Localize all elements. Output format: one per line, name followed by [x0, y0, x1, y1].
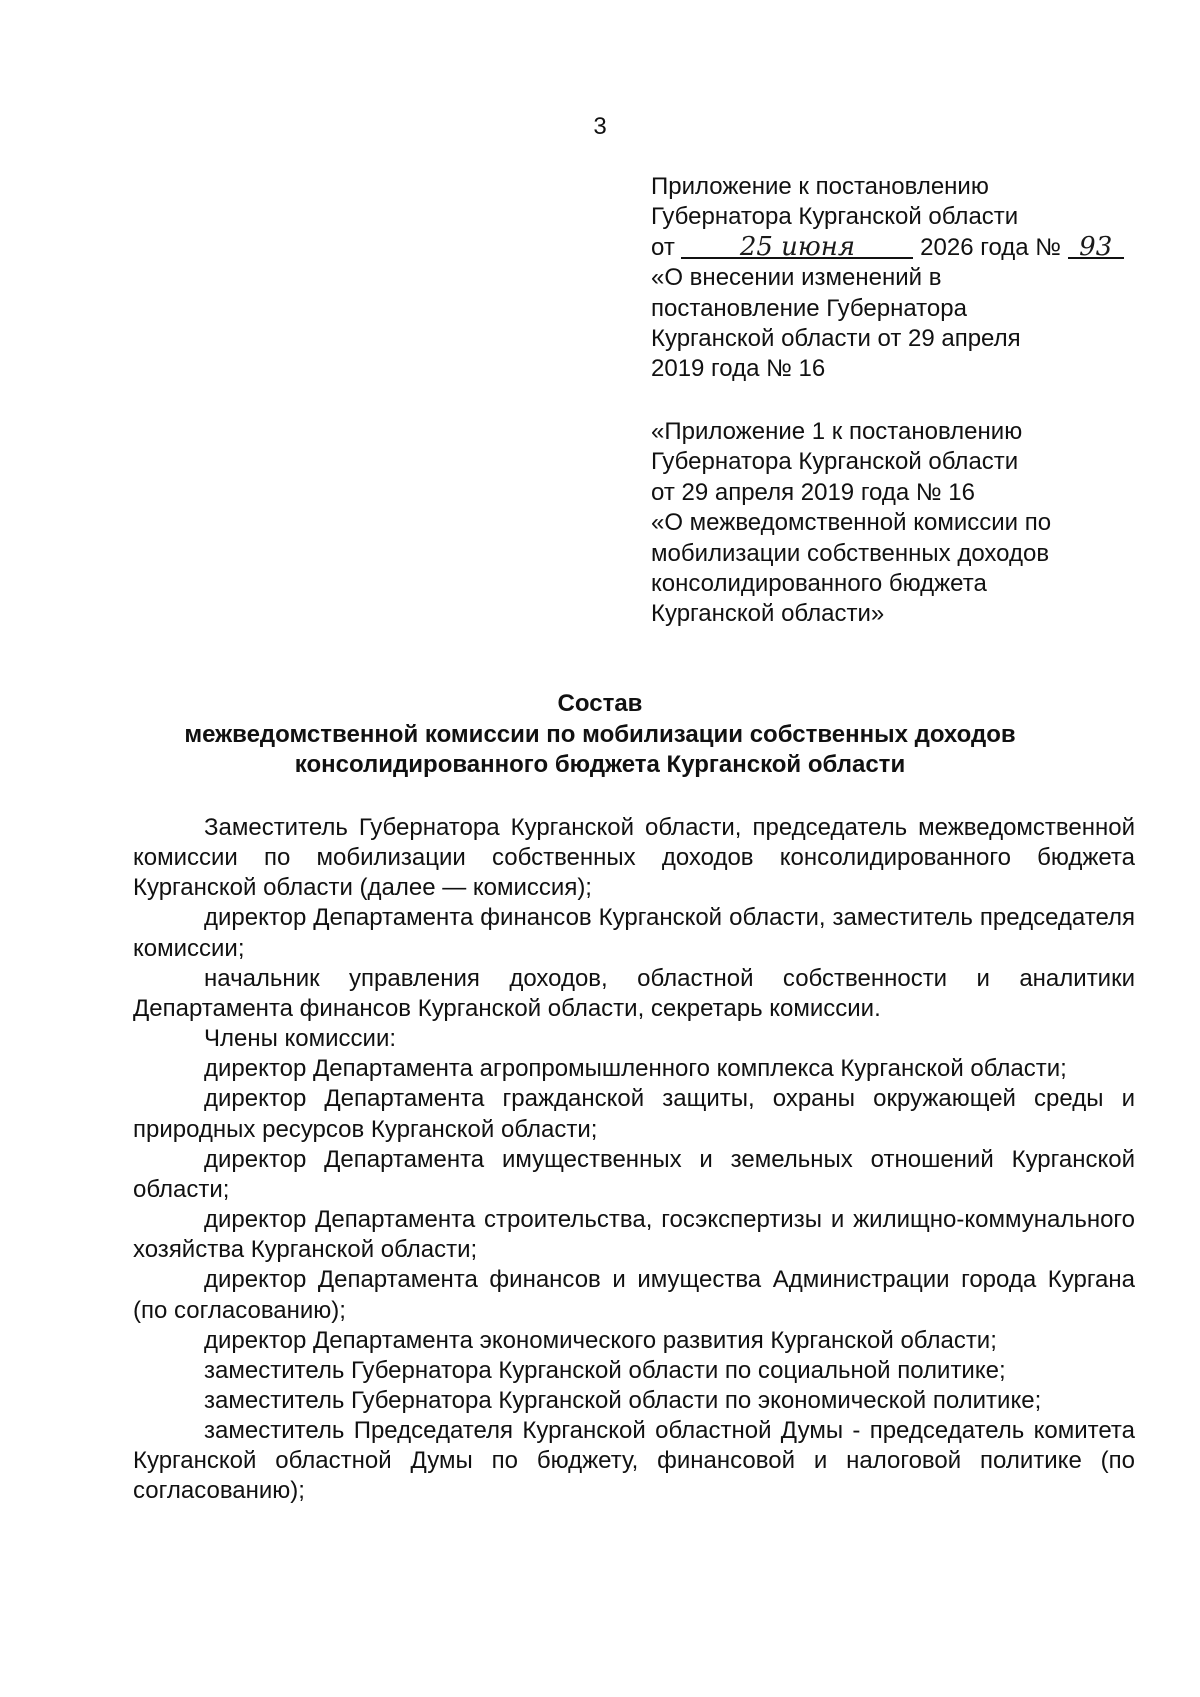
- appendix-line: «Приложение 1 к постановлению: [651, 418, 1023, 445]
- date-prefix: от: [651, 233, 675, 261]
- appendix-line: от 29 апреля 2019 года № 16: [651, 478, 975, 506]
- paragraph-members-heading: Члены комиссии:: [204, 1025, 397, 1053]
- document-title: [0, 689, 1200, 781]
- appendix-line: 2019 года № 16: [651, 355, 826, 383]
- appendix-line: консолидированного бюджета: [651, 570, 987, 598]
- appendix-line: Губернатора Курганской области: [651, 448, 1019, 476]
- title-line: Состав: [557, 690, 643, 717]
- number-blank: [1068, 231, 1124, 262]
- paragraph-deputy-chairman: директор Департамента финансов Курганской области, заместитель председателя комиссии;: [133, 904, 1135, 962]
- paragraph-chairman: Заместитель Губернатора Курганской области, председатель межведомственной комиссии по мобилизации собственных доходов консолидированного бюджета Курганской области (далее — комиссия);: [133, 814, 1135, 902]
- paragraph-member: директор Департамента финансов и имущества Администрации города Кургана (по согласованию);: [133, 1266, 1135, 1324]
- page-number: 3: [593, 113, 607, 140]
- appendix-line: Курганской области»: [651, 600, 885, 628]
- appendix-original-reference: [651, 417, 1151, 630]
- appendix-date-line: [651, 233, 1151, 263]
- paragraph-member: директор Департамента имущественных и земельных отношений Курганской области;: [133, 1145, 1135, 1203]
- handwritten-date: 25 июня: [739, 231, 856, 262]
- paragraph-member: заместитель Губернатора Курганской области по социальной политике;: [204, 1356, 1006, 1384]
- paragraph-member: директор Департамента строительства, госэкспертизы и жилищно-коммунального хозяйства Курганской области;: [133, 1206, 1135, 1264]
- paragraph-member: заместитель Губернатора Курганской области по экономической политике;: [204, 1386, 1042, 1414]
- paragraph-member: заместитель Председателя Курганской областной Думы - председатель комитета Курганской областной Думы по бюджету, финансовой и налоговой политике (по согласованию);: [133, 1417, 1135, 1505]
- appendix-line: Губернатора Курганской области: [651, 203, 1019, 231]
- handwritten-number: 93: [1079, 231, 1113, 262]
- title-line: межведомственной комиссии по мобилизации собственных доходов: [184, 720, 1016, 748]
- appendix-line: «О внесении изменений в: [651, 264, 942, 292]
- paragraph-secretary: начальник управления доходов, областной собственности и аналитики Департамента финансов Курганской области, секретарь комиссии.: [133, 964, 1135, 1022]
- appendix-header: [651, 172, 1151, 385]
- paragraph-member: директор Департамента экономического развития Курганской области;: [204, 1326, 997, 1354]
- commission-members-list: [133, 813, 1135, 1507]
- appendix-line: постановление Губернатора: [651, 294, 967, 322]
- appendix-line: Курганской области от 29 апреля: [651, 325, 1021, 353]
- appendix-line: мобилизации собственных доходов: [651, 539, 1050, 567]
- paragraph-member: директор Департамента гражданской защиты, охраны окружающей среды и природных ресурсов Курганской области;: [133, 1085, 1135, 1143]
- appendix-line: Приложение к постановлению: [651, 173, 989, 200]
- appendix-line: «О межведомственной комиссии по: [651, 509, 1052, 537]
- date-blank: [681, 231, 913, 262]
- paragraph-member: директор Департамента агропромышленного комплекса Курганской области;: [204, 1055, 1067, 1083]
- title-line: консолидированного бюджета Курганской области: [294, 751, 906, 778]
- date-suffix: 2026 года №: [920, 233, 1062, 261]
